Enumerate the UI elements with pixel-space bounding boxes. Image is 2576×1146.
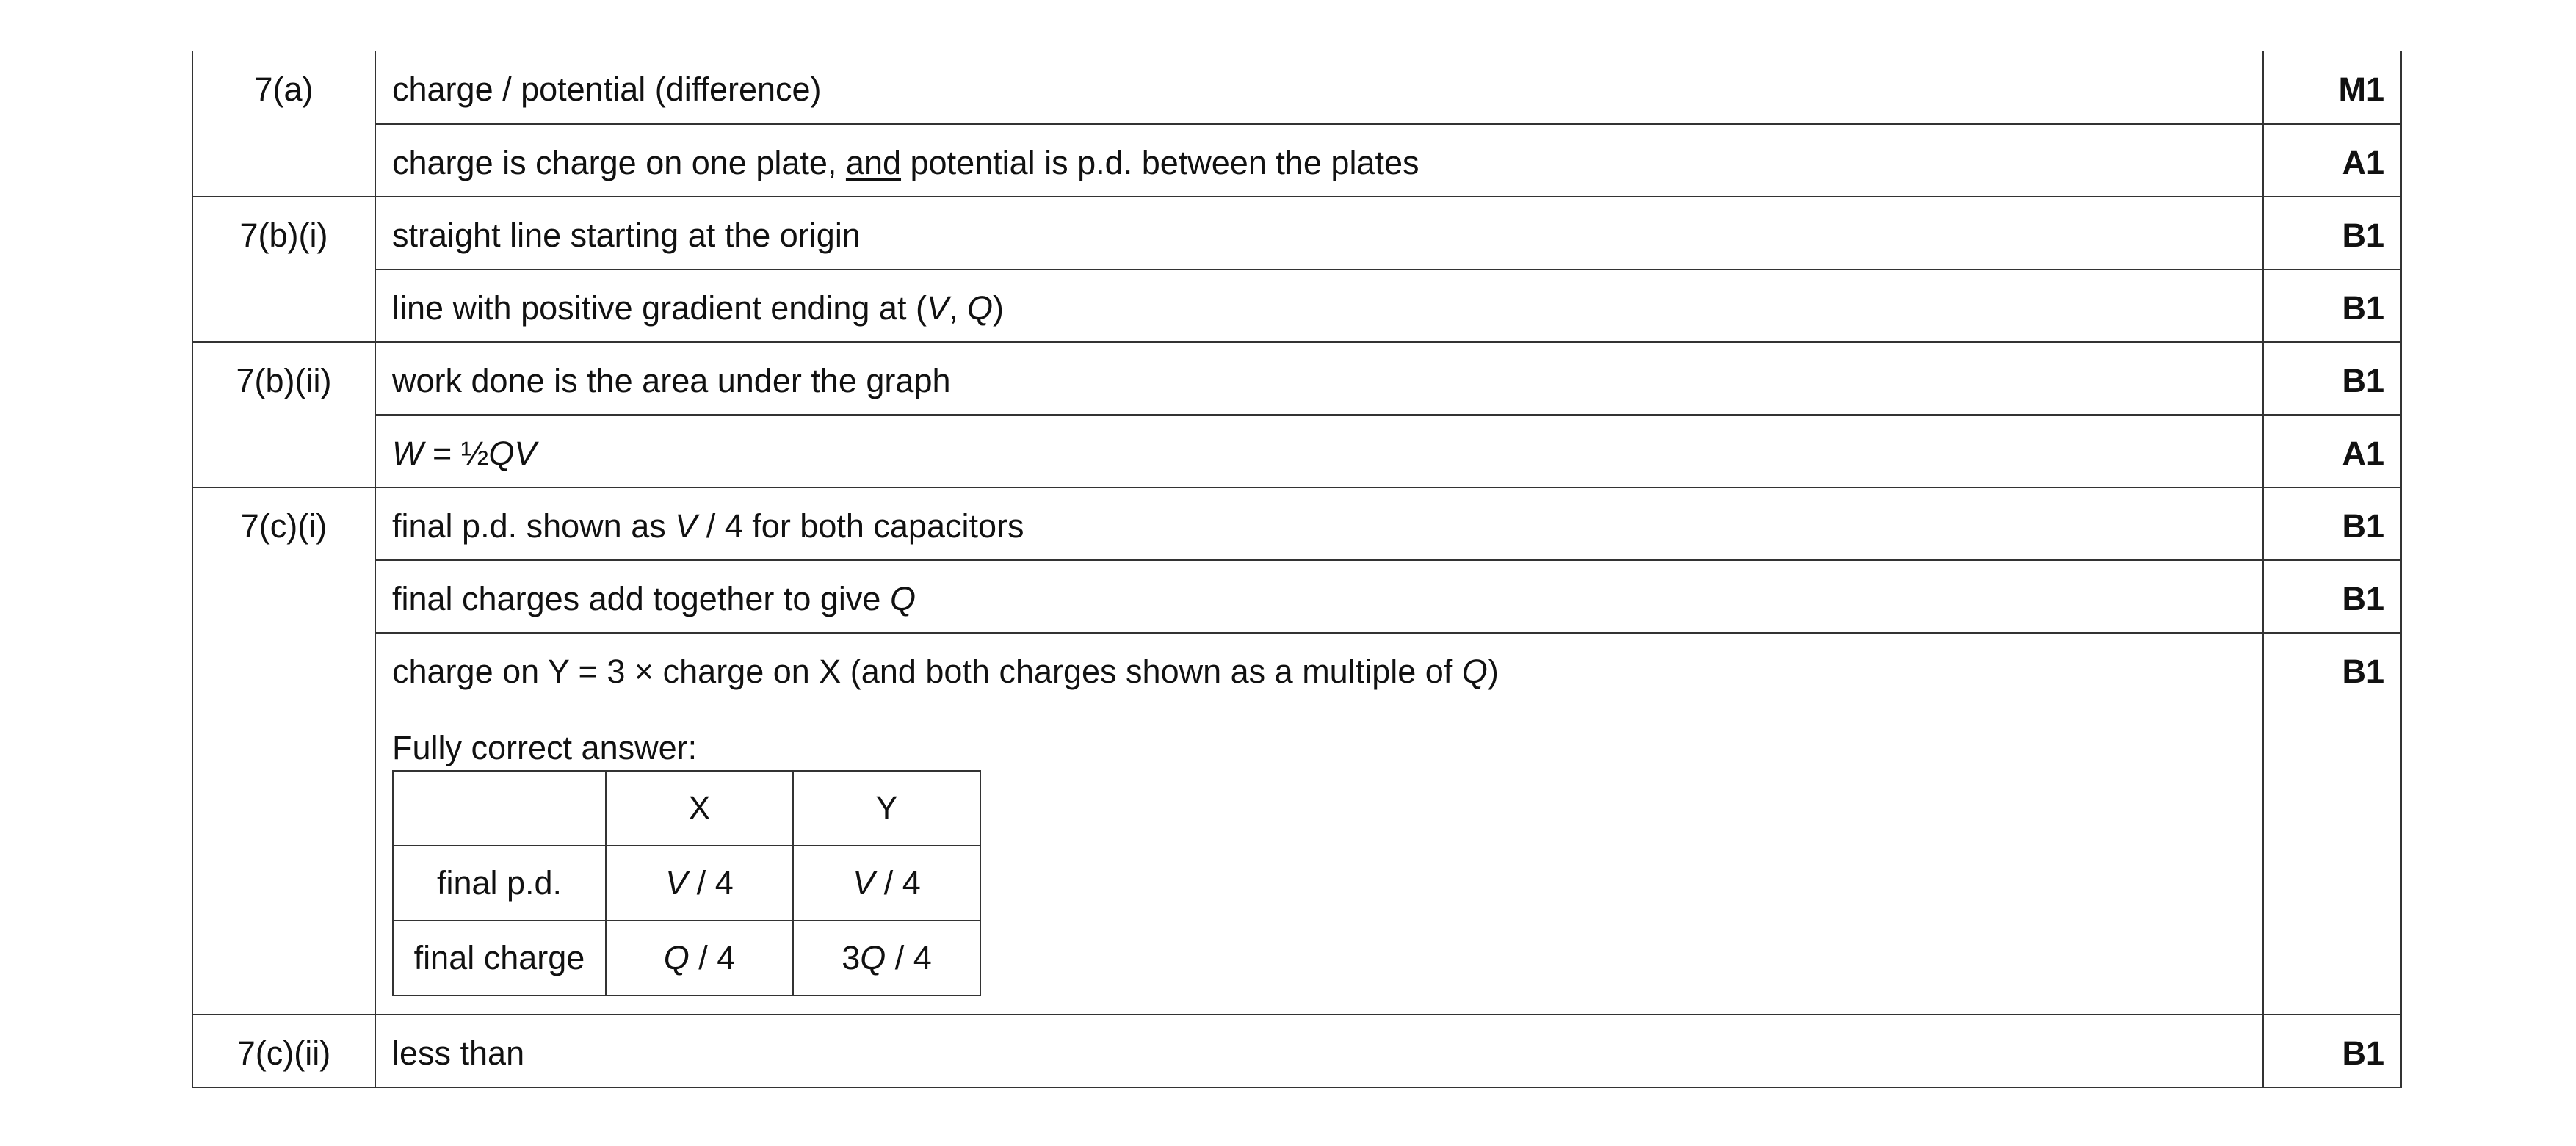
answer-cell <box>375 415 2263 487</box>
answer-cell <box>375 124 2263 197</box>
table-row <box>192 51 2401 124</box>
answer-text-part: line with positive gradient ending at ( <box>392 289 927 327</box>
answer-table-cell <box>606 846 793 921</box>
table-row <box>192 269 2401 342</box>
answer-text: less than <box>392 1034 525 1072</box>
answer-table-row <box>393 846 980 921</box>
underlined-word: and <box>845 144 902 181</box>
mark-cell: B1 <box>2263 487 2401 560</box>
answer-cell <box>375 269 2263 342</box>
answer-text-part: charge on Y = 3 × charge on X (and both charges shown as a multiple of <box>392 653 1462 690</box>
cell-suffix: / 4 <box>689 939 736 976</box>
answer-text: work done is the area under the graph <box>392 362 951 399</box>
answer-table-header: Y <box>793 771 980 846</box>
table-row <box>192 487 2401 560</box>
variable-w: W <box>392 435 424 472</box>
answer-text-part: ) <box>1487 653 1499 690</box>
answer-table-cell <box>793 921 980 996</box>
mark-scheme-table <box>192 51 2402 1088</box>
answer-cell <box>375 342 2263 415</box>
cell-suffix: / 4 <box>886 939 932 976</box>
cell-suffix: / 4 <box>875 864 921 902</box>
variable-qv: QV <box>488 435 537 472</box>
answer-table-row <box>393 921 980 996</box>
answer-table-header-row <box>393 771 980 846</box>
question-number: 7(b)(ii) <box>192 342 375 487</box>
cell-variable: V <box>853 864 875 902</box>
answer-table-header <box>393 771 606 846</box>
answer-table-header: X <box>606 771 793 846</box>
cell-variable: Q <box>860 939 886 976</box>
mark-cell: A1 <box>2263 124 2401 197</box>
question-number: 7(c)(ii) <box>192 1015 375 1087</box>
table-row <box>192 197 2401 269</box>
answer-cell <box>375 197 2263 269</box>
table-row <box>192 560 2401 633</box>
answer-table-cell <box>793 846 980 921</box>
table-row <box>192 415 2401 487</box>
cell-suffix: / 4 <box>687 864 734 902</box>
mark-cell: B1 <box>2263 1015 2401 1087</box>
variable-q: Q <box>1461 653 1488 690</box>
table-row <box>192 633 2401 1015</box>
answer-text <box>392 144 2246 182</box>
mark-cell: B1 <box>2263 197 2401 269</box>
answer-table <box>392 770 981 996</box>
answer-text-part: potential is p.d. between the plates <box>901 144 1419 181</box>
variable-q: Q <box>889 580 916 617</box>
answer-text-part: / 4 for both capacitors <box>697 507 1024 545</box>
answer-text-part: final charges add together to give <box>392 580 890 617</box>
mark-cell: M1 <box>2263 51 2401 124</box>
answer-table-row-label: final charge <box>393 921 606 996</box>
table-row <box>192 342 2401 415</box>
variable-q: Q <box>966 289 993 327</box>
answer-text: straight line starting at the origin <box>392 217 861 254</box>
fully-correct-label: Fully correct answer: <box>392 729 698 766</box>
answer-text <box>392 580 2246 618</box>
answer-table-row-label: final p.d. <box>393 846 606 921</box>
question-number: 7(a) <box>192 51 375 197</box>
cell-variable: Q <box>663 939 690 976</box>
mark-cell: B1 <box>2263 269 2401 342</box>
variable-v: V <box>675 507 698 545</box>
answer-text <box>392 653 2246 691</box>
cell-prefix: 3 <box>842 939 861 976</box>
mark-cell: B1 <box>2263 342 2401 415</box>
answer-cell <box>375 51 2263 124</box>
answer-cell <box>375 487 2263 560</box>
answer-text-part: charge is charge on one plate, <box>392 144 846 181</box>
mark-cell: A1 <box>2263 415 2401 487</box>
question-number: 7(c)(i) <box>192 487 375 1015</box>
cell-variable: V <box>665 864 688 902</box>
answer-equation <box>392 435 2246 473</box>
answer-text-part: = ½ <box>423 435 489 472</box>
answer-text <box>392 289 2246 327</box>
answer-text-part: ) <box>992 289 1004 327</box>
mark-cell: B1 <box>2263 633 2401 1015</box>
variable-v: V <box>926 289 949 327</box>
answer-text-part: final p.d. shown as <box>392 507 676 545</box>
answer-cell <box>375 1015 2263 1087</box>
answer-cell <box>375 633 2263 1015</box>
answer-text-part: , <box>948 289 967 327</box>
answer-cell <box>375 560 2263 633</box>
question-number: 7(b)(i) <box>192 197 375 342</box>
answer-table-cell <box>606 921 793 996</box>
answer-text <box>392 507 2246 545</box>
table-row <box>192 1015 2401 1087</box>
answer-text: charge / potential (difference) <box>392 70 822 108</box>
table-row <box>192 124 2401 197</box>
mark-cell: B1 <box>2263 560 2401 633</box>
